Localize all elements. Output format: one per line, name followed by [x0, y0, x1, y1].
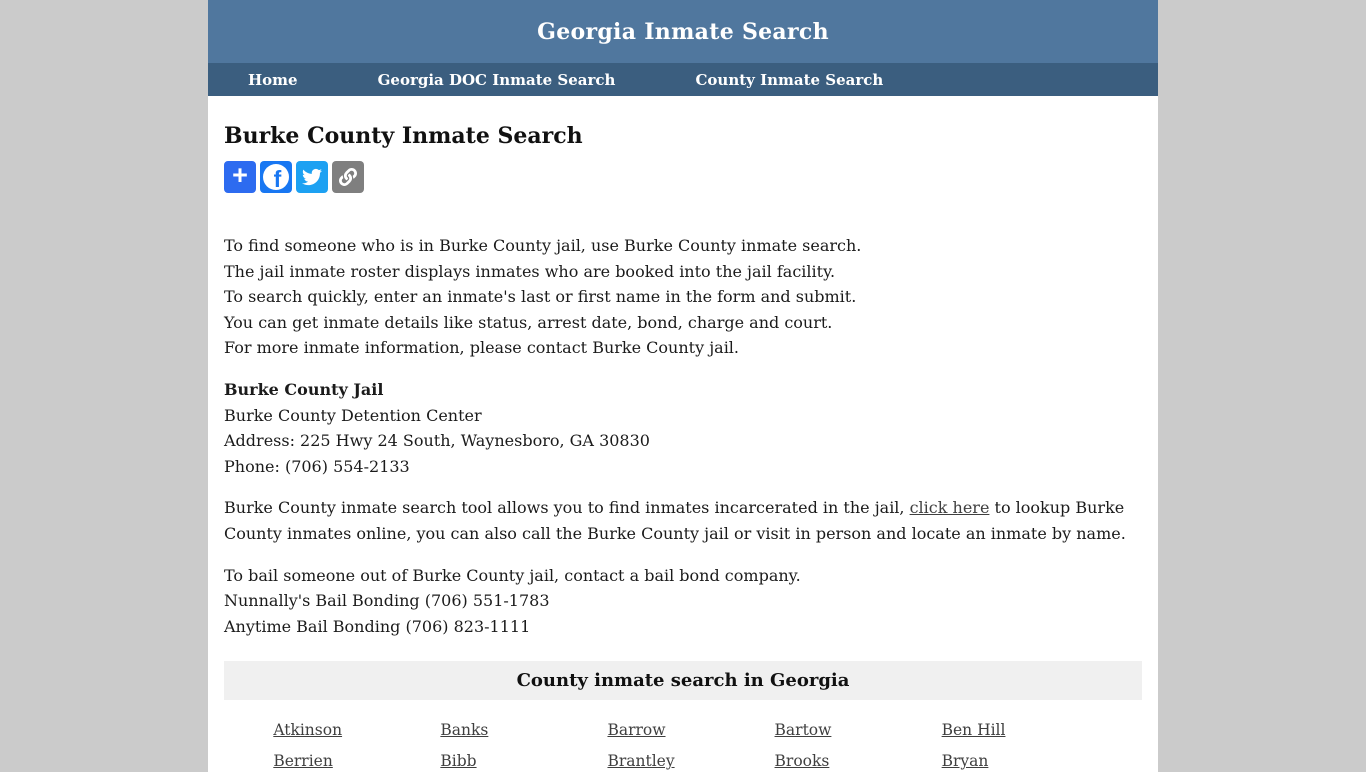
jail-address: Address: 225 Hwy 24 South, Waynesboro, GA 30830	[224, 431, 650, 451]
copy-link-button[interactable]	[332, 161, 364, 193]
county-cell	[432, 749, 599, 772]
county-links-grid	[265, 718, 1100, 772]
click-here-link[interactable]: click here	[909, 498, 990, 518]
intro-line: The jail inmate roster displays inmates who are booked into the jail facility.	[224, 261, 836, 281]
share-buttons-row	[224, 161, 1142, 193]
main-content	[208, 123, 1158, 772]
county-cell	[432, 718, 599, 741]
county-link-ben-hill[interactable]: Ben Hill	[941, 721, 1006, 740]
county-section-title: County inmate search in Georgia	[516, 670, 850, 692]
county-cell	[599, 749, 766, 772]
bail-info-block	[224, 563, 1142, 640]
nav-item-georgia-doc-inmate-search[interactable]: Georgia DOC Inmate Search	[377, 70, 616, 89]
search-tool-paragraph	[224, 495, 1142, 546]
main-nav	[208, 63, 1158, 96]
twitter-icon	[302, 167, 322, 187]
county-cell	[767, 718, 934, 741]
site-title: Georgia Inmate Search	[537, 18, 829, 45]
county-link-berrien[interactable]: Berrien	[273, 752, 333, 771]
county-cell	[934, 749, 1101, 772]
county-link-brooks[interactable]: Brooks	[774, 752, 830, 771]
intro-line: For more inmate information, please contact Burke County jail.	[224, 338, 740, 358]
facebook-icon: f	[263, 164, 289, 190]
site-header	[208, 0, 1158, 63]
search-tool-text-before: Burke County inmate search tool allows you to find inmates incarcerated in the jail,	[224, 498, 910, 518]
county-cell	[934, 718, 1101, 741]
county-link-bryan[interactable]: Bryan	[941, 752, 989, 771]
intro-line: To find someone who is in Burke County jail, use Burke County inmate search.	[224, 236, 862, 255]
jail-name-heading: Burke County Jail	[224, 379, 384, 399]
county-cell	[265, 718, 432, 741]
county-cell	[265, 749, 432, 772]
county-link-bibb[interactable]: Bibb	[440, 752, 477, 771]
bail-bonding-1: Nunnally's Bail Bonding (706) 551-1783	[224, 591, 550, 611]
twitter-share-button[interactable]	[296, 161, 328, 193]
search-tool-text-after: to lookup Burke County inmates online, you can also call the Burke County jail or visit in person and locate an inmate by name.	[224, 498, 1126, 543]
bail-intro-line: To bail someone out of Burke County jail, contact a bail bond company.	[224, 565, 801, 585]
jail-detention-center: Burke County Detention Center	[224, 405, 482, 425]
intro-line: You can get inmate details like status, arrest date, bond, charge and court.	[224, 312, 833, 332]
nav-item-home[interactable]: Home	[248, 70, 298, 89]
county-link-barrow[interactable]: Barrow	[607, 721, 666, 740]
bail-bonding-2: Anytime Bail Bonding (706) 823-1111	[224, 616, 531, 636]
page-title: Burke County Inmate Search	[224, 123, 583, 149]
facebook-share-button[interactable]	[260, 161, 292, 193]
jail-info-block	[224, 377, 1142, 479]
county-cell	[767, 749, 934, 772]
county-link-bartow[interactable]: Bartow	[774, 721, 832, 740]
nav-item-county-inmate-search[interactable]: County Inmate Search	[695, 70, 884, 89]
share-icon: +	[232, 160, 248, 190]
county-link-banks[interactable]: Banks	[440, 721, 489, 740]
jail-phone: Phone: (706) 554-2133	[224, 456, 410, 476]
county-link-atkinson[interactable]: Atkinson	[273, 721, 343, 740]
share-button[interactable]	[224, 161, 256, 193]
county-cell	[599, 718, 766, 741]
page-container	[208, 0, 1158, 772]
intro-paragraph	[224, 233, 1142, 361]
county-section-header	[224, 661, 1142, 700]
county-link-brantley[interactable]: Brantley	[607, 752, 675, 771]
link-icon	[339, 168, 357, 186]
intro-line: To search quickly, enter an inmate's last or first name in the form and submit.	[224, 287, 857, 307]
